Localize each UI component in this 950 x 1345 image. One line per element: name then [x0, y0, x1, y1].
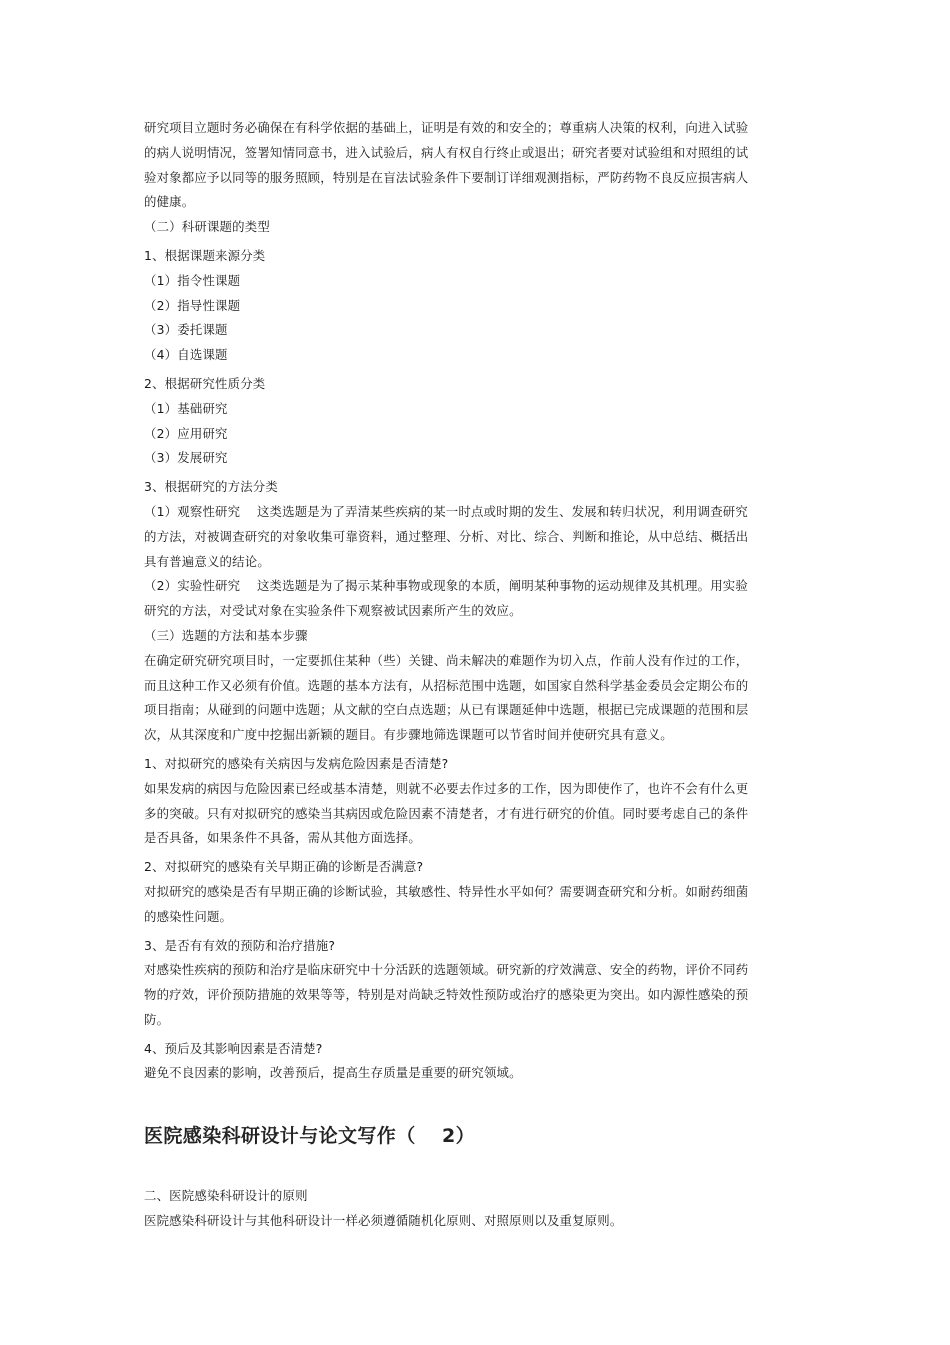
question-heading: 4、预后及其影响因素是否清楚?: [144, 1040, 323, 1056]
list-item: （2）应用研究: [144, 425, 228, 441]
subheading-method-steps: （三）选题的方法和基本步骤: [144, 627, 308, 643]
list-item: （3）委托课题: [144, 322, 228, 338]
list-item: （1）基础研究: [144, 400, 228, 416]
paragraph-answer: 避免不良因素的影响，改善预后，提高生存质量是重要的研究领域。: [144, 1065, 522, 1081]
document-body: [144, 116, 756, 1086]
paragraph-answer: 对拟研究的感染是否有早期正确的诊断试验，其敏感性、特异性水平如何？需要调查研究和分析。如耐药细菌的感染性问题。: [144, 883, 749, 924]
paragraph-answer: 对感染性疾病的预防和治疗是临床研究中十分活跃的选题领域。研究新的疗效满意、安全的药物，评价不同药物的疗效，评价预防措施的效果等等，特别是对尚缺乏特效性预防或治疗的感染更为突出。如内源性感染的预防。: [144, 962, 749, 1027]
list-item: （1）指令性课题: [144, 272, 241, 288]
list-heading-by-source: 1、根据课题来源分类: [144, 247, 266, 263]
paragraph-answer: 如果发病的病因与危险因素已经或基本清楚，则就不必要去作过多的工作，因为即使作了，也许不会有什么更多的突破。只有对拟研究的感染当其病因或危险因素不清楚者，才有进行研究的价值。同时要考虑自己的条件是否具备，如果条件不具备，需从其他方面选择。: [144, 780, 749, 846]
list-heading-by-nature: 2、根据研究性质分类: [144, 375, 266, 391]
subheading-design-principles: 二、医院感染科研设计的原则: [144, 1188, 308, 1203]
section-title: 医院感染科研设计与论文写作（ 2）: [144, 1125, 476, 1147]
list-item: （4）自选课题: [144, 347, 228, 363]
paragraph-selection-methods: 在确定研究研究项目时，一定要抓住某种（些）关键、尚未解决的难题作为切入点，作前人没有作过的工作，而且这种工作又必须有价值。选题的基本方法有，从招标范围中选题，如国家自然科学基金委员会定期公布的项目指南；从碰到的问题中选题；从文献的空白点选题；从已有课题延伸中选题，根据已完成课题的范围和层次，从其深度和广度中挖掘出新颖的题目。有步骤地筛选课题可以节省时间并使研究具有意义。: [144, 652, 749, 743]
subheading-topic-types: （二）科研课题的类型: [144, 219, 270, 235]
paragraph-ethics: 研究项目立题时务必确保在有科学依据的基础上，证明是有效的和安全的；尊重病人决策的权利，向进入试验的病人说明情况，签署知情同意书，进入试验后，病人有权自行终止或退出；研究者要对试验组和对照组的试验对象都应予以同等的服务照顾，特别是在盲法试验条件下要制订详细观测指标，严防药物不良反应损害病人的健康。: [144, 120, 749, 210]
paragraph-experimental: （2）实验性研究 这类选题是为了揭示某种事物或现象的本质，阐明某种事物的运动规律及其机理。用实验研究的方法，对受试对象在实验条件下观察被试因素所产生的效应。: [144, 578, 748, 619]
paragraph-observational: （1）观察性研究 这类选题是为了弄清某些疾病的某一时点或时期的发生、发展和转归状况，利用调查研究的方法，对被调查研究的对象收集可靠资料，通过整理、分析、对比、综合、判断和推论，从中总结、概括出具有普遍意义的结论。: [144, 503, 749, 569]
list-item: （2）指导性课题: [144, 297, 241, 313]
list-item: （3）发展研究: [144, 450, 228, 466]
paragraph-principles: 医院感染科研设计与其他科研设计一样必须遵循随机化原则、对照原则以及重复原则。: [144, 1212, 623, 1228]
question-heading: 1、对拟研究的感染有关病因与发病危险因素是否清楚?: [144, 755, 449, 771]
question-heading: 2、对拟研究的感染有关早期正确的诊断是否满意?: [144, 859, 424, 875]
section-body: [144, 1184, 756, 1234]
question-heading: 3、是否有有效的预防和治疗措施?: [144, 937, 336, 953]
list-heading-by-method: 3、根据研究的方法分类: [144, 479, 278, 495]
